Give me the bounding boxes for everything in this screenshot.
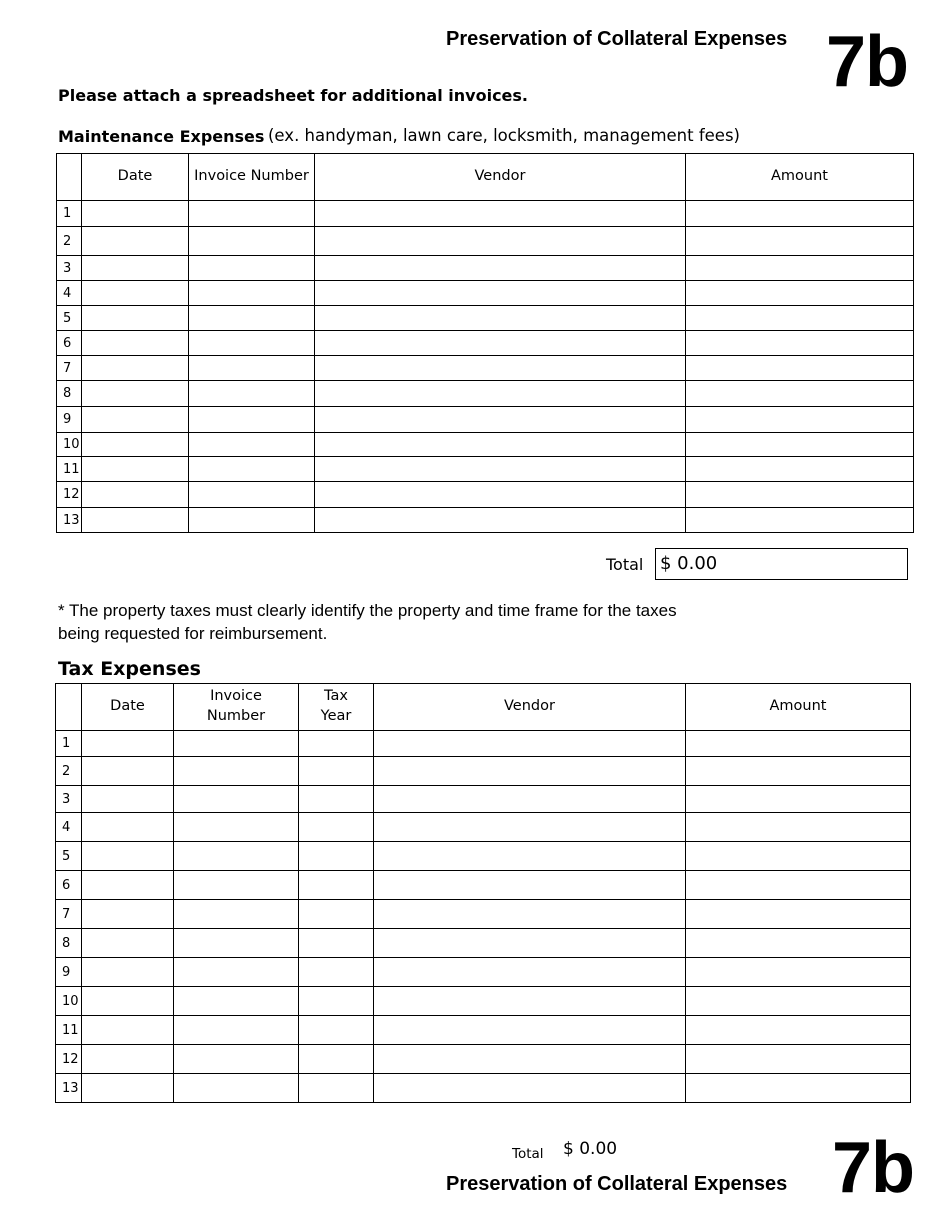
tax-total-label: Total <box>512 1146 544 1162</box>
table-row <box>57 407 914 433</box>
amount-cell[interactable] <box>686 757 911 786</box>
invoice-number-cell[interactable] <box>174 987 299 1016</box>
footer-title: Preservation of Collateral Expenses <box>446 1173 788 1195</box>
row-number: 1 <box>56 731 82 757</box>
tax-year-cell[interactable] <box>299 786 374 813</box>
row-number: 8 <box>56 929 82 958</box>
row-number: 10 <box>57 433 82 457</box>
table-row <box>56 1016 911 1045</box>
table-row <box>56 871 911 900</box>
invoice-number-cell[interactable] <box>189 281 315 306</box>
amount-cell[interactable] <box>686 407 914 433</box>
tax-table <box>55 683 911 1103</box>
amount-cell[interactable] <box>686 1045 911 1074</box>
date-cell[interactable] <box>82 482 189 508</box>
form-number: 7b <box>826 22 909 102</box>
tax-year-cell[interactable] <box>299 757 374 786</box>
row-number: 4 <box>56 813 82 842</box>
date-cell[interactable] <box>82 256 189 281</box>
invoice-number-cell[interactable] <box>189 256 315 281</box>
tax-year-cell[interactable] <box>299 1016 374 1045</box>
invoice-number-cell[interactable] <box>189 331 315 356</box>
page-title: Preservation of Collateral Expenses <box>446 28 788 50</box>
invoice-number-cell[interactable] <box>189 381 315 407</box>
invoice-number-cell[interactable] <box>189 227 315 256</box>
date-cell[interactable] <box>82 1074 174 1103</box>
amount-cell[interactable] <box>686 381 914 407</box>
maintenance-total-label: Total <box>606 555 644 574</box>
row-number: 2 <box>57 227 82 256</box>
invoice-number-cell[interactable] <box>189 457 315 482</box>
vendor-cell[interactable] <box>374 757 686 786</box>
invoice-number-header-line1: Invoice <box>210 688 262 705</box>
tax-year-cell[interactable] <box>299 871 374 900</box>
tax-year-header-line1: Tax <box>324 688 348 705</box>
tax-year-header <box>299 684 374 731</box>
table-row <box>56 1074 911 1103</box>
row-number: 12 <box>56 1045 82 1074</box>
vendor-cell[interactable] <box>374 1016 686 1045</box>
invoice-number-cell[interactable] <box>189 356 315 381</box>
row-number: 3 <box>57 256 82 281</box>
amount-cell[interactable] <box>686 813 911 842</box>
row-number: 3 <box>56 786 82 813</box>
tax-year-cell[interactable] <box>299 842 374 871</box>
invoice-number-header <box>174 684 299 731</box>
date-cell[interactable] <box>82 1045 174 1074</box>
table-row <box>56 731 911 757</box>
invoice-number-cell[interactable] <box>174 929 299 958</box>
amount-cell[interactable] <box>686 201 914 227</box>
invoice-number-cell[interactable] <box>174 842 299 871</box>
invoice-number-cell[interactable] <box>174 1016 299 1045</box>
table-row <box>57 331 914 356</box>
amount-cell[interactable] <box>686 433 914 457</box>
table-row <box>57 281 914 306</box>
date-cell[interactable] <box>82 1016 174 1045</box>
invoice-number-cell[interactable] <box>174 731 299 757</box>
row-number: 5 <box>57 306 82 331</box>
row-number: 5 <box>56 842 82 871</box>
date-header: Date <box>82 684 174 731</box>
amount-header: Amount <box>686 684 911 731</box>
row-number: 8 <box>57 381 82 407</box>
amount-cell[interactable] <box>686 306 914 331</box>
row-number: 1 <box>57 201 82 227</box>
vendor-cell[interactable] <box>315 457 686 482</box>
vendor-cell[interactable] <box>374 813 686 842</box>
date-cell[interactable] <box>82 731 174 757</box>
amount-cell[interactable] <box>686 900 911 929</box>
invoice-number-cell[interactable] <box>174 1074 299 1103</box>
amount-cell[interactable] <box>686 871 911 900</box>
row-number: 9 <box>57 407 82 433</box>
invoice-number-cell[interactable] <box>189 482 315 508</box>
tax-year-cell[interactable] <box>299 813 374 842</box>
table-row <box>56 929 911 958</box>
table-row <box>57 356 914 381</box>
amount-cell[interactable] <box>686 842 911 871</box>
date-cell[interactable] <box>82 433 189 457</box>
vendor-cell[interactable] <box>374 842 686 871</box>
invoice-number-cell[interactable] <box>174 1045 299 1074</box>
vendor-header: Vendor <box>374 684 686 731</box>
vendor-header: Vendor <box>315 154 686 201</box>
invoice-number-header: Invoice Number <box>189 154 315 201</box>
vendor-cell[interactable] <box>374 786 686 813</box>
vendor-cell[interactable] <box>374 871 686 900</box>
date-cell[interactable] <box>82 757 174 786</box>
invoice-number-cell[interactable] <box>189 508 315 533</box>
date-cell[interactable] <box>82 813 174 842</box>
tax-year-cell[interactable] <box>299 1074 374 1103</box>
vendor-cell[interactable] <box>315 306 686 331</box>
row-number: 11 <box>56 1016 82 1045</box>
table-row <box>56 958 911 987</box>
row-number: 13 <box>56 1074 82 1103</box>
date-cell[interactable] <box>82 356 189 381</box>
invoice-number-cell[interactable] <box>174 813 299 842</box>
table-row <box>56 757 911 786</box>
tax-disclaimer: * The property taxes must clearly identify the property and time frame for the taxes being requested for reimbursement. <box>58 601 677 643</box>
tax-year-cell[interactable] <box>299 1045 374 1074</box>
invoice-number-cell[interactable] <box>189 201 315 227</box>
tax-year-cell[interactable] <box>299 900 374 929</box>
maintenance-total-field[interactable]: $ 0.00 <box>655 548 908 580</box>
date-cell[interactable] <box>82 227 189 256</box>
amount-cell[interactable] <box>686 1016 911 1045</box>
vendor-cell[interactable] <box>315 482 686 508</box>
row-number: 7 <box>56 900 82 929</box>
vendor-cell[interactable] <box>374 958 686 987</box>
table-row <box>56 786 911 813</box>
amount-cell[interactable] <box>686 256 914 281</box>
vendor-cell[interactable] <box>315 381 686 407</box>
tax-year-cell[interactable] <box>299 929 374 958</box>
table-row <box>56 987 911 1016</box>
amount-cell[interactable] <box>686 731 911 757</box>
vendor-cell[interactable] <box>374 1045 686 1074</box>
date-cell[interactable] <box>82 871 174 900</box>
vendor-cell[interactable] <box>315 201 686 227</box>
amount-cell[interactable] <box>686 457 914 482</box>
amount-cell[interactable] <box>686 508 914 533</box>
vendor-cell[interactable] <box>374 900 686 929</box>
date-cell[interactable] <box>82 987 174 1016</box>
invoice-number-cell[interactable] <box>174 757 299 786</box>
tax-year-cell[interactable] <box>299 987 374 1016</box>
row-number: 11 <box>57 457 82 482</box>
row-number: 12 <box>57 482 82 508</box>
invoice-number-cell[interactable] <box>174 871 299 900</box>
date-cell[interactable] <box>82 306 189 331</box>
date-cell[interactable] <box>82 281 189 306</box>
table-row <box>56 842 911 871</box>
row-number: 7 <box>57 356 82 381</box>
amount-cell[interactable] <box>686 786 911 813</box>
vendor-cell[interactable] <box>315 281 686 306</box>
table-row <box>57 227 914 256</box>
row-number: 2 <box>56 757 82 786</box>
maintenance-examples: (ex. handyman, lawn care, locksmith, management fees) <box>268 126 740 145</box>
table-row <box>57 201 914 227</box>
tax-year-cell[interactable] <box>299 958 374 987</box>
date-cell[interactable] <box>82 331 189 356</box>
attach-instructions: Please attach a spreadsheet for additional invoices. <box>58 86 528 105</box>
vendor-cell[interactable] <box>315 433 686 457</box>
amount-cell[interactable] <box>686 987 911 1016</box>
date-cell[interactable] <box>82 201 189 227</box>
date-header: Date <box>82 154 189 201</box>
date-cell[interactable] <box>82 929 174 958</box>
tax-total-value[interactable]: $ 0.00 <box>563 1139 618 1159</box>
row-number: 9 <box>56 958 82 987</box>
vendor-cell[interactable] <box>315 331 686 356</box>
tax-year-cell[interactable] <box>299 731 374 757</box>
table-row <box>57 256 914 281</box>
row-number: 13 <box>57 508 82 533</box>
vendor-cell[interactable] <box>374 929 686 958</box>
vendor-cell[interactable] <box>315 407 686 433</box>
maintenance-table <box>56 153 914 533</box>
row-number: 4 <box>57 281 82 306</box>
date-cell[interactable] <box>82 381 189 407</box>
table-row <box>57 433 914 457</box>
vendor-cell[interactable] <box>374 1074 686 1103</box>
table-row <box>56 813 911 842</box>
amount-cell[interactable] <box>686 227 914 256</box>
amount-cell[interactable] <box>686 331 914 356</box>
amount-cell[interactable] <box>686 482 914 508</box>
vendor-cell[interactable] <box>315 508 686 533</box>
vendor-cell[interactable] <box>374 987 686 1016</box>
date-cell[interactable] <box>82 407 189 433</box>
amount-header: Amount <box>686 154 914 201</box>
table-row <box>56 1045 911 1074</box>
table-row <box>57 482 914 508</box>
date-cell[interactable] <box>82 842 174 871</box>
table-row <box>57 508 914 533</box>
invoice-number-cell[interactable] <box>174 900 299 929</box>
invoice-number-header-line2: Number <box>206 708 266 724</box>
table-row <box>57 457 914 482</box>
table-row <box>57 306 914 331</box>
invoice-number-cell[interactable] <box>189 407 315 433</box>
row-number-header <box>56 684 82 731</box>
footer-form-number: 7b <box>832 1128 915 1208</box>
tax-year-header-line2: Year <box>320 708 352 724</box>
vendor-cell[interactable] <box>315 256 686 281</box>
vendor-cell[interactable] <box>315 356 686 381</box>
invoice-number-cell[interactable] <box>174 958 299 987</box>
row-number: 6 <box>57 331 82 356</box>
amount-cell[interactable] <box>686 958 911 987</box>
invoice-number-cell[interactable] <box>189 306 315 331</box>
vendor-cell[interactable] <box>374 731 686 757</box>
amount-cell[interactable] <box>686 1074 911 1103</box>
date-cell[interactable] <box>82 786 174 813</box>
table-row <box>56 900 911 929</box>
row-number-header <box>57 154 82 201</box>
amount-cell[interactable] <box>686 281 914 306</box>
tax-header-row <box>56 684 911 731</box>
table-row <box>57 381 914 407</box>
row-number: 6 <box>56 871 82 900</box>
amount-cell[interactable] <box>686 356 914 381</box>
tax-section-title: Tax Expenses <box>58 658 201 680</box>
date-cell[interactable] <box>82 508 189 533</box>
amount-cell[interactable] <box>686 929 911 958</box>
date-cell[interactable] <box>82 900 174 929</box>
invoice-number-cell[interactable] <box>174 786 299 813</box>
row-number: 10 <box>56 987 82 1016</box>
invoice-number-cell[interactable] <box>189 433 315 457</box>
date-cell[interactable] <box>82 457 189 482</box>
vendor-cell[interactable] <box>315 227 686 256</box>
date-cell[interactable] <box>82 958 174 987</box>
maintenance-header-row <box>57 154 914 201</box>
maintenance-section-title: Maintenance Expenses <box>58 127 265 146</box>
